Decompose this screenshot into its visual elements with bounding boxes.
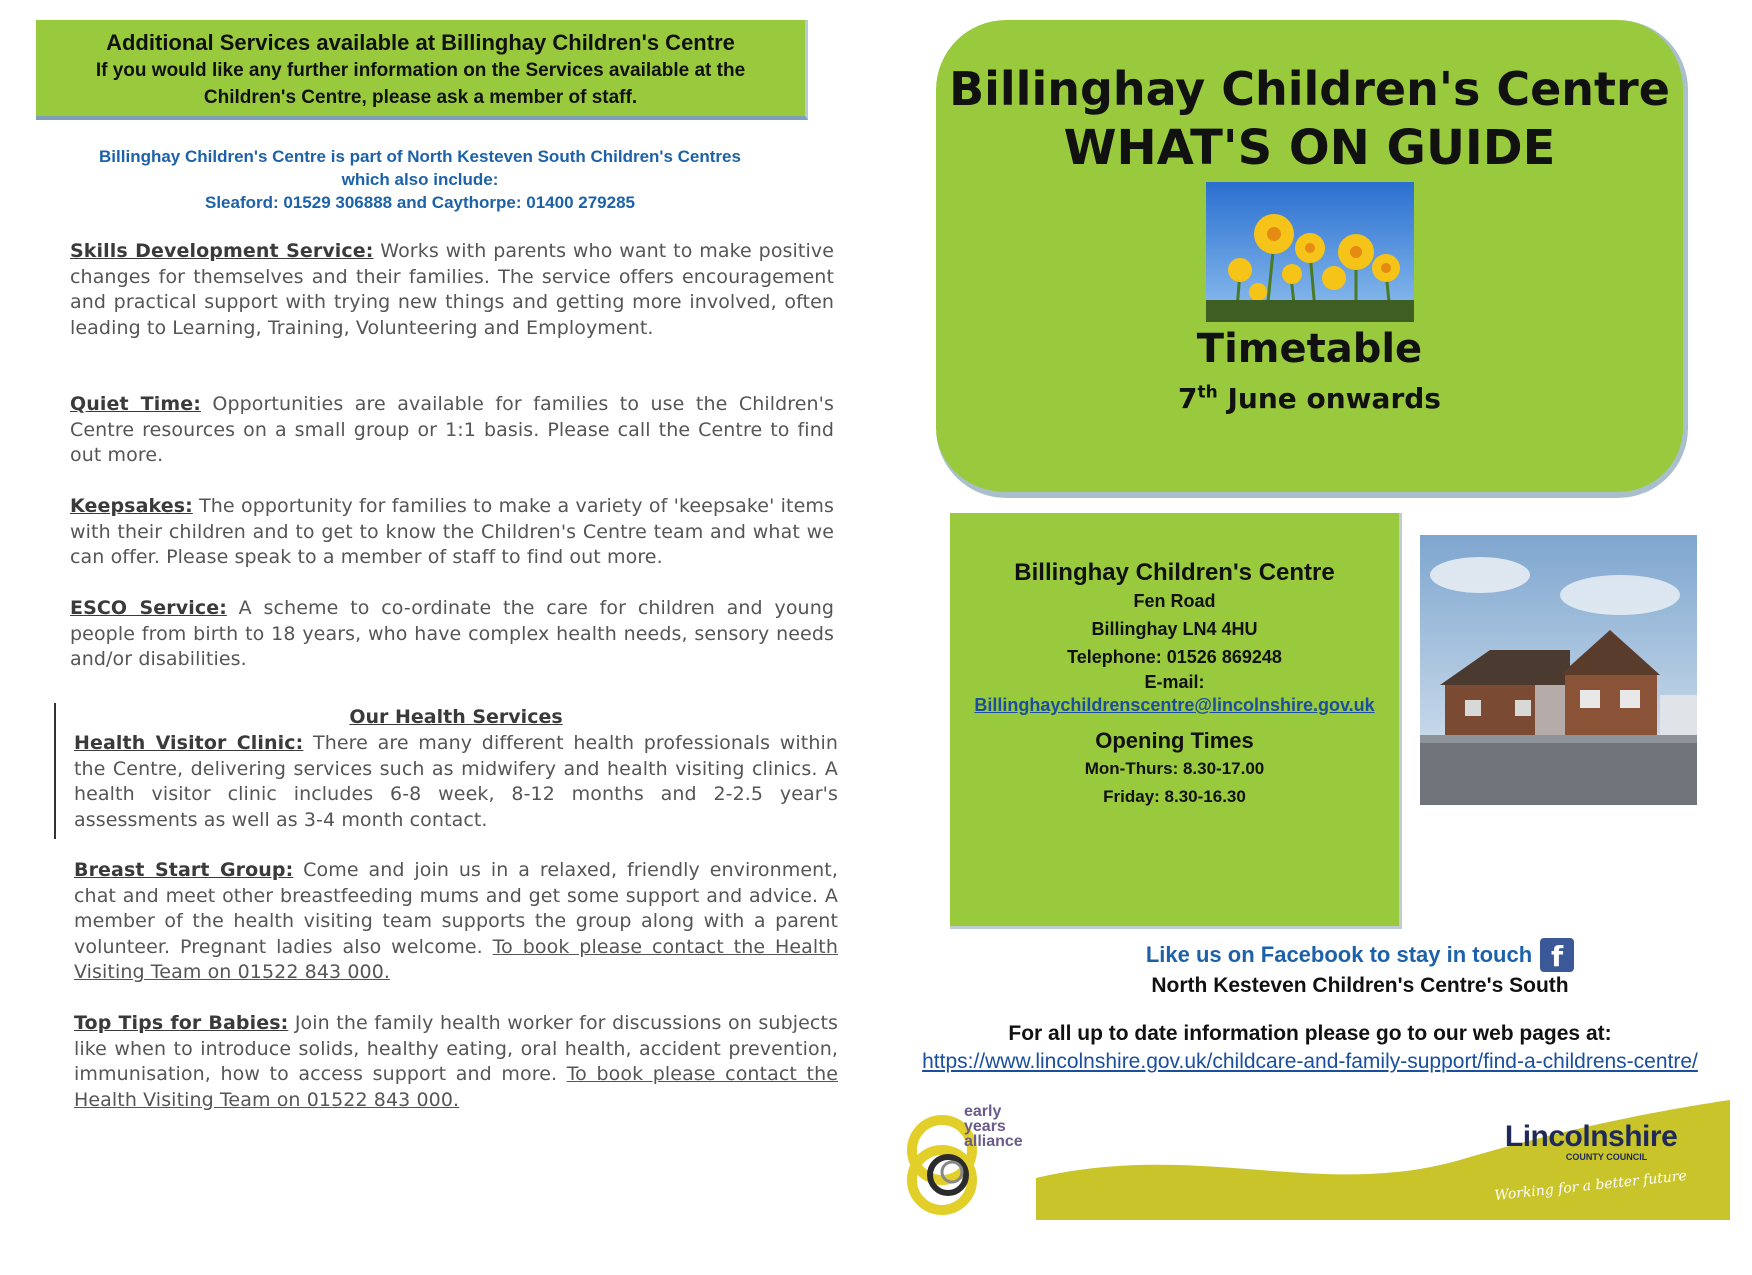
- eya-word-2: years: [964, 1118, 1006, 1135]
- service-text: Works with parents who want to make positive changes for themselves and their families. The service offers encouragement and practical support with trying new things and getting more involved, often leading to Learning, Training, Volunteering and Employment.: [70, 240, 834, 339]
- health-heading: Top Tips for Babies:: [74, 1012, 289, 1034]
- booking-contact-link: To book please contact the Health Visiting Team on 01522 843 000.: [74, 1063, 838, 1111]
- health-text: There are many different health professionals within the Centre, delivering services such as midwifery and health visiting clinics. A health visitor clinic includes 6-8 week, 8-12 months and 2-2.5 year's assessments as well as 3-4 month contact.: [74, 732, 838, 831]
- service-quiet-time: [70, 392, 834, 469]
- health-text: Come and join us in a relaxed, friendly environment, chat and meet other breastfeeding mums and get some support and advice. A member of the health visiting team supports the group along with a parent volunteer. Pregnant ladies also welcome.: [74, 859, 838, 958]
- building-photo-icon: [1420, 535, 1697, 805]
- intro-line-1: Billinghay Children's Centre is part of North Kesteven South Children's Centres: [99, 147, 741, 166]
- date-suffix: th: [1197, 382, 1218, 403]
- health-services-title: Our Health Services: [349, 706, 563, 728]
- service-heading: Keepsakes:: [70, 495, 193, 517]
- health-heading: Health Visitor Clinic:: [74, 732, 304, 754]
- banner-subtitle-2: Children's Centre, please ask a member of staff.: [203, 87, 638, 108]
- cover-title: Billinghay Children's Centre: [949, 62, 1670, 116]
- early-years-alliance-logo: [964, 1104, 1023, 1149]
- facebook-icon[interactable]: f: [1540, 938, 1574, 972]
- web-pages-block: [920, 1022, 1700, 1074]
- web-pages-intro: For all up to date information please go to our web pages at:: [1008, 1022, 1612, 1045]
- additional-services-banner: [36, 20, 808, 120]
- cover-subtitle: WHAT'S ON GUIDE: [1063, 120, 1556, 176]
- eya-word-3: alliance: [964, 1133, 1023, 1150]
- cover-timetable: Timetable: [1196, 326, 1423, 372]
- centres-intro: [60, 145, 780, 214]
- service-heading: Quiet Time:: [70, 393, 201, 415]
- service-text: Opportunities are available for families to use the Children's Centre resources on a small group or 1:1 basis. Please call the Centre to find out more.: [70, 393, 834, 467]
- health-text: Join the family health worker for discussions on subjects like when to introduce solids, healthy eating, oral health, accident prevention, immunisation, how to access support and more.: [74, 1012, 838, 1086]
- service-heading: Skills Development Service:: [70, 240, 374, 262]
- opening-times-title: Opening Times: [1095, 728, 1254, 753]
- service-keepsakes: [70, 494, 834, 571]
- intro-line-3: Sleaford: 01529 306888 and Caythorpe: 01400 279285: [205, 193, 635, 212]
- address-email-label: E-mail:: [1144, 672, 1205, 692]
- service-text: A scheme to co-ordinate the care for children and young people from birth to 18 years, who have complex health needs, sensory needs and/or disabilities.: [70, 597, 834, 671]
- centre-address-box: [950, 513, 1402, 929]
- facebook-block: [1080, 938, 1640, 998]
- banner-title: Additional Services available at Billinghay Children's Centre: [106, 30, 735, 55]
- address-centre-name: Billinghay Children's Centre: [1014, 559, 1335, 586]
- date-day: 7: [1178, 382, 1198, 415]
- service-heading: ESCO Service:: [70, 597, 227, 619]
- address-email-link[interactable]: Billinghaychildrenscentre@lincolnshire.gov.uk: [974, 695, 1375, 715]
- lincolnshire-council-logo: [1493, 1120, 1688, 1205]
- opening-hours-friday: Friday: 8.30-16.30: [1103, 787, 1246, 806]
- facebook-line-1: Like us on Facebook to stay in touch: [1145, 942, 1533, 967]
- daffodil-photo-icon: [1206, 182, 1414, 322]
- address-street: Fen Road: [1133, 591, 1216, 611]
- service-text: The opportunity for families to make a variety of 'keepsake' items with their children and to get to know the Children's Centre team and what we can offer. Please speak to a member of staff to find out more.: [70, 495, 834, 569]
- service-skills-development: [70, 239, 834, 341]
- guide-cover: [936, 20, 1688, 498]
- date-rest: June onwards: [1217, 382, 1441, 415]
- intro-line-2: which also include:: [341, 170, 499, 189]
- facebook-line-2: North Kesteven Children's Centre's South: [1151, 974, 1569, 997]
- health-visitor-clinic: [74, 731, 838, 833]
- health-heading: Breast Start Group:: [74, 859, 294, 881]
- address-town: Billinghay LN4 4HU: [1091, 619, 1258, 639]
- top-tips-for-babies: [74, 1011, 838, 1113]
- lincs-council: COUNTY COUNCIL: [1565, 1152, 1648, 1162]
- lincs-name: Lincolnshire: [1504, 1120, 1678, 1153]
- breast-start-group: [74, 858, 838, 986]
- cover-date: [936, 382, 1683, 415]
- facebook-cta[interactable]: [1146, 938, 1574, 972]
- address-telephone: Telephone: 01526 869248: [1067, 647, 1282, 667]
- booking-contact-link: To book please contact the Health Visiting Team on 01522 843 000.: [74, 935, 838, 984]
- lincs-tagline: Working for a better future: [1493, 1167, 1688, 1205]
- web-pages-link[interactable]: https://www.lincolnshire.gov.uk/childcare-and-family-support/find-a-childrens-centre/: [922, 1050, 1698, 1073]
- opening-hours-weekday: Mon-Thurs: 8.30-17.00: [1084, 759, 1265, 778]
- service-esco: [70, 596, 834, 673]
- eya-word-1: early: [964, 1103, 1002, 1120]
- margin-rule: [54, 703, 56, 839]
- banner-subtitle-1: If you would like any further information on the Services available at the: [95, 60, 746, 81]
